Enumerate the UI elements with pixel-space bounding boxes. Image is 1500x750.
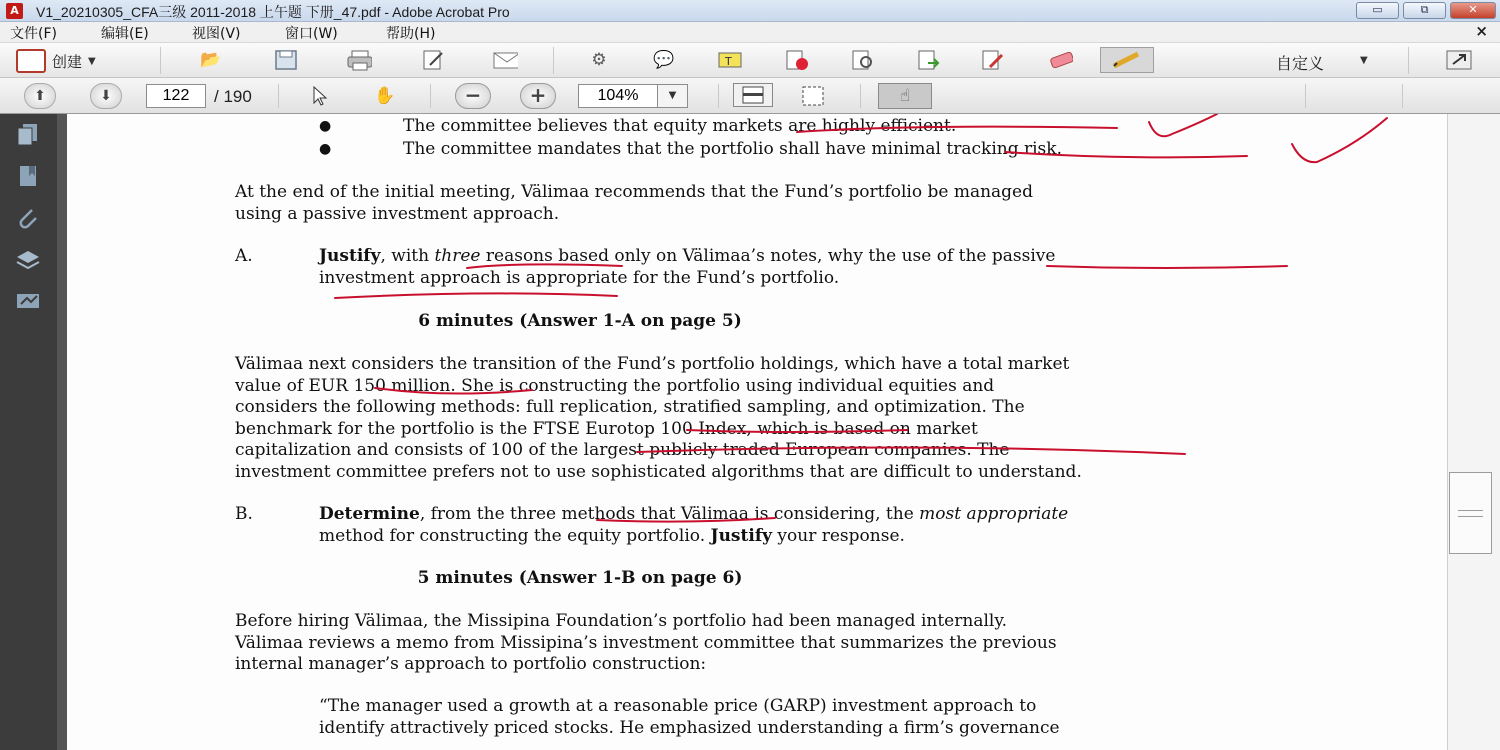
question-line bbox=[319, 504, 1068, 526]
question-line bbox=[319, 246, 1055, 268]
toolbar-divider bbox=[718, 84, 719, 108]
plus-icon: + bbox=[529, 83, 547, 107]
paragraph-line: Välimaa reviews a memo from Missipina’s investment committee that summarizes the previous bbox=[235, 632, 1057, 653]
create-label: 创建 bbox=[52, 52, 83, 71]
chevron-down-icon[interactable]: ▼ bbox=[1360, 55, 1368, 66]
zoom-dropdown-button[interactable] bbox=[657, 84, 688, 108]
highlight-text-icon[interactable] bbox=[717, 48, 743, 72]
question-label: A. bbox=[235, 246, 253, 266]
menu-bar bbox=[0, 22, 1500, 43]
bullet-marker: ● bbox=[319, 141, 332, 157]
toolbar-divider bbox=[278, 84, 279, 108]
print-icon[interactable] bbox=[346, 48, 372, 72]
page-thumbnails-icon[interactable] bbox=[14, 122, 42, 146]
menu-file[interactable]: 文件(F) bbox=[10, 26, 57, 42]
question-b bbox=[319, 504, 1068, 547]
acrobat-app-icon: A bbox=[6, 3, 23, 19]
signatures-icon[interactable] bbox=[14, 290, 42, 314]
question-text: your response. bbox=[772, 525, 905, 546]
question-emphasis: three bbox=[434, 246, 481, 266]
delete-page-icon[interactable] bbox=[784, 48, 810, 72]
menu-help[interactable]: 帮助(H) bbox=[386, 26, 436, 42]
time-allocation: 6 minutes (Answer 1-A on page 5) bbox=[418, 311, 742, 331]
question-verb: Determine bbox=[319, 504, 420, 524]
pencil-icon[interactable] bbox=[1100, 47, 1154, 73]
menu-edit[interactable]: 编辑(E) bbox=[101, 26, 149, 42]
navigation-pane bbox=[0, 114, 57, 750]
paragraph-line: capitalization and consists of 100 of the largest publicly traded European companies. The bbox=[235, 440, 1010, 460]
close-document-icon[interactable]: × bbox=[1475, 22, 1488, 40]
paragraph-line: Välimaa next considers the transition of the Fund’s portfolio holdings, which have a total market bbox=[235, 354, 1070, 374]
comment-bubble-icon[interactable]: 💬 bbox=[653, 50, 675, 70]
time-allocation: 5 minutes (Answer 1-B on page 6) bbox=[417, 568, 743, 588]
create-pdf-icon bbox=[16, 49, 46, 73]
ink-checkmark bbox=[1149, 114, 1217, 136]
email-icon[interactable] bbox=[492, 48, 518, 72]
minus-icon: − bbox=[464, 83, 482, 107]
toolbar-divider bbox=[1402, 84, 1403, 108]
question-text: method for constructing the equity portfolio. bbox=[319, 525, 711, 546]
quote-line: “The manager used a growth at a reasonable price (GARP) investment approach to bbox=[319, 696, 1037, 716]
paragraph-line: investment committee prefers not to use sophisticated algorithms that are difficult to understand. bbox=[235, 461, 1082, 482]
window-title: V1_20210305_CFA三级 2011-2018 上午题 下册_47.pdf - Adobe Acrobat Pro bbox=[36, 4, 510, 20]
arrow-up-icon: ⬆ bbox=[34, 88, 46, 104]
pdf-page bbox=[67, 114, 1447, 750]
ink-underline bbox=[1047, 266, 1287, 268]
attachments-icon[interactable] bbox=[14, 206, 42, 230]
paragraph-line: considers the following methods: full replication, stratified sampling, and optimization. The bbox=[235, 397, 1025, 417]
minimize-button[interactable]: ▭ bbox=[1356, 2, 1399, 19]
bullet-marker: ● bbox=[319, 118, 332, 134]
chevron-down-icon: ▼ bbox=[88, 55, 96, 67]
fit-width-icon[interactable] bbox=[733, 83, 773, 107]
bullet-text: The committee mandates that the portfolio shall have minimal tracking risk. bbox=[403, 139, 1062, 159]
search-page-icon[interactable] bbox=[850, 48, 876, 72]
question-text: , from the three methods that Välimaa is considering, the bbox=[419, 504, 920, 524]
next-page-button[interactable] bbox=[90, 83, 122, 109]
question-text: reasons based only on Välimaa’s notes, why the use of the passive bbox=[480, 246, 1056, 266]
paragraph bbox=[235, 182, 1033, 225]
bookmarks-icon[interactable] bbox=[14, 164, 42, 188]
quote-block bbox=[319, 696, 1060, 739]
select-cursor-icon[interactable] bbox=[308, 84, 334, 108]
paragraph-line: internal manager’s approach to portfolio construction: bbox=[235, 654, 707, 674]
gear-icon[interactable]: ⚙ bbox=[591, 50, 607, 70]
page-number-input[interactable]: 122 bbox=[146, 84, 206, 108]
toolbar-divider bbox=[160, 47, 161, 74]
zoom-out-button[interactable] bbox=[455, 83, 491, 109]
bullet-text: The committee believes that equity markets are highly efficient. bbox=[403, 116, 957, 136]
chevron-down-icon: ▼ bbox=[668, 90, 677, 101]
arrow-down-icon: ⬇ bbox=[100, 88, 112, 104]
previous-page-button[interactable] bbox=[24, 83, 56, 109]
restore-button[interactable]: ⧉ bbox=[1403, 2, 1446, 19]
toolbar-divider bbox=[860, 84, 861, 108]
paragraph bbox=[235, 611, 1057, 676]
ink-underline bbox=[335, 293, 617, 298]
scrollbar-thumb[interactable] bbox=[1449, 472, 1492, 554]
menu-view[interactable]: 视图(V) bbox=[192, 26, 241, 42]
menu-window[interactable]: 窗口(W) bbox=[285, 26, 338, 42]
hand-tool-icon[interactable]: ✋ bbox=[374, 86, 396, 106]
page-gutter bbox=[57, 114, 67, 750]
customize-label[interactable]: 自定义 bbox=[1276, 54, 1325, 73]
open-folder-icon[interactable]: 📂 bbox=[200, 50, 222, 70]
toolbar-divider bbox=[430, 84, 431, 108]
question-label: B. bbox=[235, 504, 253, 524]
toolbar-divider bbox=[1305, 84, 1306, 108]
touch-mode-icon[interactable]: ☝ bbox=[878, 83, 932, 109]
paragraph-line: benchmark for the portfolio is the FTSE Eurotop 100 Index, which is based on market bbox=[235, 418, 978, 439]
title-bar bbox=[0, 0, 1500, 22]
svg-text:T: T bbox=[725, 55, 732, 68]
save-icon[interactable] bbox=[273, 48, 299, 72]
vertical-scrollbar[interactable] bbox=[1447, 114, 1500, 750]
fit-page-icon[interactable] bbox=[800, 84, 826, 108]
layers-icon[interactable] bbox=[14, 248, 42, 272]
question-verb: Justify bbox=[710, 525, 773, 546]
fullscreen-icon[interactable] bbox=[1444, 48, 1474, 72]
edit-document-icon[interactable] bbox=[421, 48, 447, 72]
toolbar-divider bbox=[1408, 47, 1409, 74]
main-toolbar bbox=[0, 43, 1500, 78]
question-line bbox=[319, 526, 1068, 548]
zoom-in-button[interactable] bbox=[520, 83, 556, 109]
question-line: investment approach is appropriate for the Fund’s portfolio. bbox=[319, 267, 840, 288]
eraser-icon[interactable] bbox=[1047, 48, 1073, 72]
question-text: , with bbox=[380, 246, 435, 266]
create-button[interactable] bbox=[16, 48, 96, 74]
sign-document-icon[interactable] bbox=[980, 48, 1006, 72]
paragraph-line: value of EUR 150 million. She is constructing the portfolio using individual equities and bbox=[235, 375, 995, 396]
quote-line: identify attractively priced stocks. He emphasized understanding a firm’s governance bbox=[319, 717, 1060, 738]
question-a bbox=[319, 246, 1055, 289]
paragraph-line: Before hiring Välimaa, the Missipina Foundation’s portfolio had been managed internally. bbox=[235, 611, 1008, 631]
close-button[interactable]: ✕ bbox=[1450, 2, 1496, 19]
paragraph-line: using a passive investment approach. bbox=[235, 203, 560, 224]
question-verb: Justify bbox=[319, 246, 381, 266]
toolbar-divider bbox=[553, 47, 554, 74]
paragraph-line: At the end of the initial meeting, Välimaa recommends that the Fund’s portfolio be managed bbox=[235, 182, 1033, 202]
page-count: / 190 bbox=[214, 87, 252, 106]
zoom-input[interactable]: 104% bbox=[578, 84, 658, 108]
export-page-icon[interactable] bbox=[916, 48, 942, 72]
ink-checkmark bbox=[1292, 118, 1387, 162]
paragraph bbox=[235, 354, 1082, 483]
question-emphasis: most appropriate bbox=[919, 504, 1069, 524]
